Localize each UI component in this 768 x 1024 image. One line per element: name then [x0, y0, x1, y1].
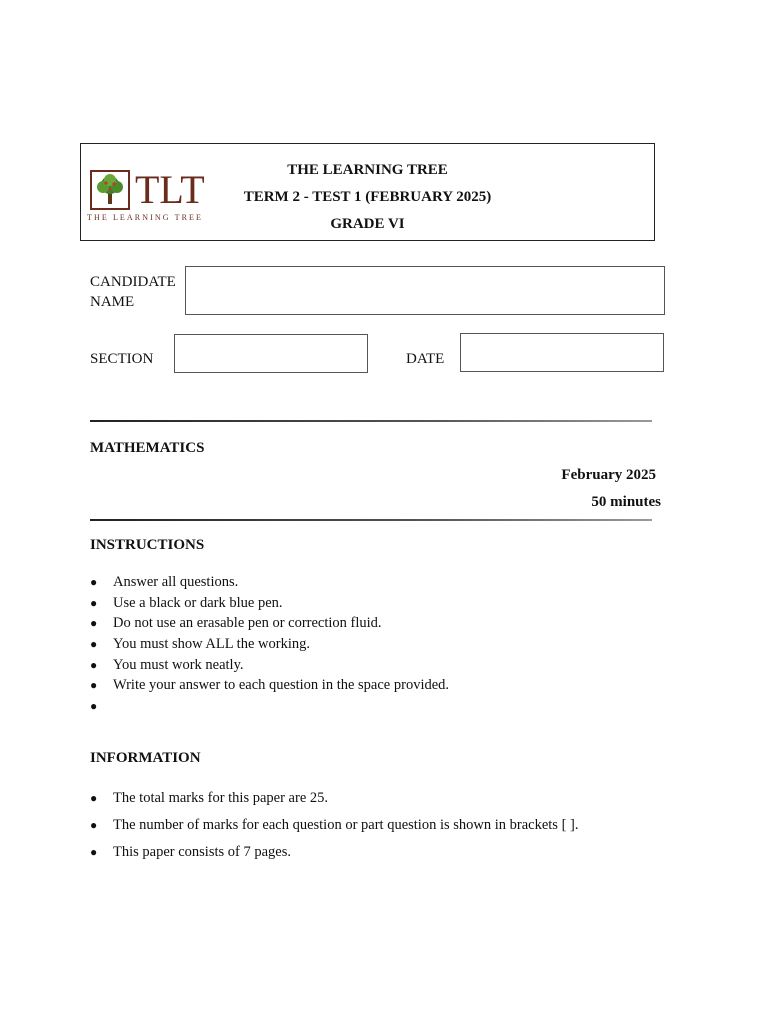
- section-label: SECTION: [90, 351, 154, 367]
- information-heading: INFORMATION: [90, 750, 201, 766]
- section-field[interactable]: [174, 334, 368, 373]
- instruction-item: ● Do not use an erasable pen or correction fluid.: [90, 613, 690, 634]
- logo-subtitle: THE LEARNING TREE: [87, 213, 203, 222]
- instruction-item: ● Answer all questions.: [90, 572, 690, 593]
- instruction-item: ● Use a black or dark blue pen.: [90, 593, 690, 614]
- information-item: ● The total marks for this paper are 25.: [90, 788, 710, 815]
- instruction-item: ● You must show ALL the working.: [90, 634, 690, 655]
- subject-title: MATHEMATICS: [90, 440, 205, 456]
- divider-top: [90, 420, 652, 422]
- school-name: THE LEARNING TREE: [287, 162, 448, 178]
- test-title: TERM 2 - TEST 1 (FEBRUARY 2025): [243, 189, 492, 205]
- information-list: [90, 788, 710, 869]
- information-item: ● The number of marks for each question or part question is shown in brackets [ ].: [90, 815, 710, 842]
- information-item: ● This paper consists of 7 pages.: [90, 842, 710, 869]
- date-label: DATE: [406, 351, 445, 367]
- exam-date: February 2025: [561, 467, 656, 483]
- date-field[interactable]: [460, 333, 664, 372]
- instruction-item: ● Write your answer to each question in the space provided.: [90, 675, 690, 696]
- logo-letters: TLT: [135, 167, 205, 212]
- grade-title: GRADE VI: [330, 216, 405, 232]
- instructions-list: [90, 572, 690, 717]
- candidate-label-line1: CANDIDATE: [90, 274, 176, 290]
- instruction-item-empty: [90, 696, 690, 717]
- candidate-name-field[interactable]: [185, 266, 665, 315]
- instruction-item: ● You must work neatly.: [90, 655, 690, 676]
- header-box: [80, 143, 655, 241]
- candidate-label-line2: NAME: [90, 294, 135, 310]
- exam-duration: 50 minutes: [591, 494, 661, 510]
- instructions-heading: INSTRUCTIONS: [90, 537, 205, 553]
- divider-bottom: [90, 519, 652, 521]
- candidate-name-label: [90, 272, 176, 312]
